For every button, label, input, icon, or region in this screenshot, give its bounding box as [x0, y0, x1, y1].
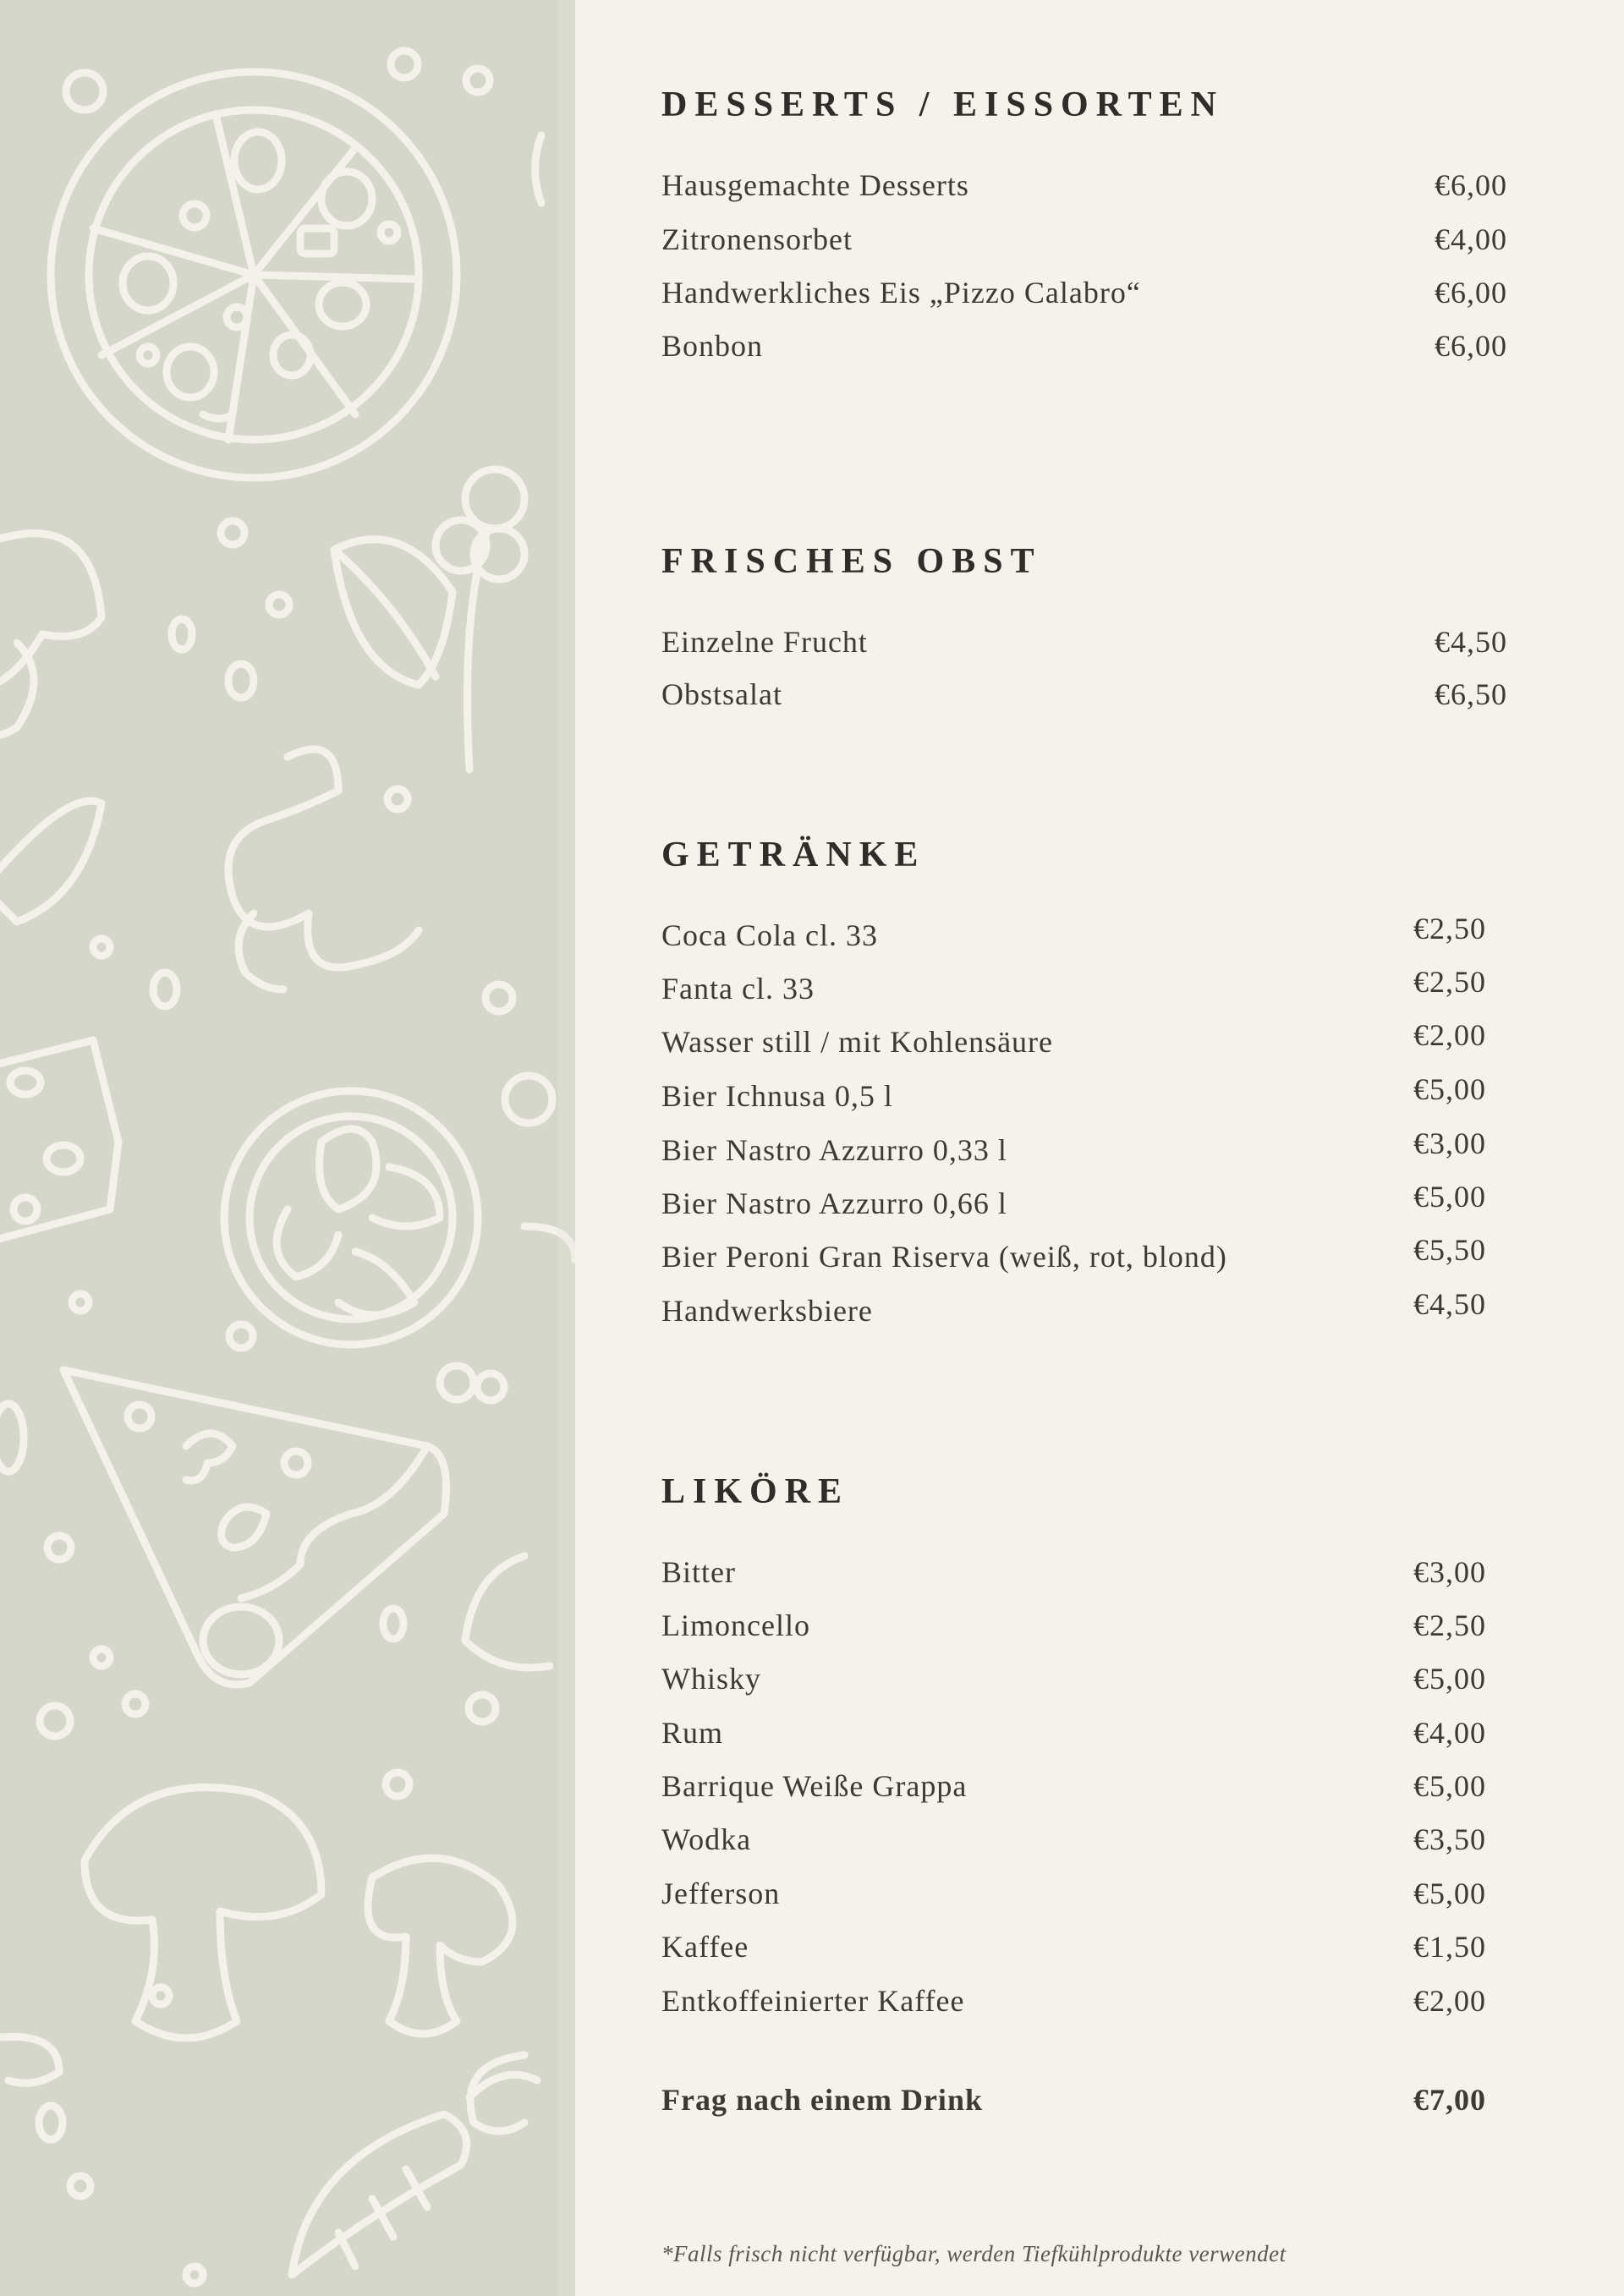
item-price: €4,50	[1435, 625, 1507, 659]
section-title-desserts: DESSERTS / EISSORTEN	[661, 85, 1224, 124]
item-price: €7,00	[1413, 2083, 1486, 2117]
item-name: Kaffee	[661, 1930, 749, 1964]
item-name: Bier Nastro Azzurro 0,66 l	[661, 1186, 1007, 1220]
item-price: €1,50	[1413, 1930, 1486, 1964]
menu-item	[661, 328, 1507, 370]
item-name: Handwerkliches Eis „Pizzo Calabro“	[661, 276, 1141, 310]
section-fresh-fruit	[661, 541, 1507, 711]
item-name: Wodka	[661, 1822, 752, 1856]
item-name: Wasser still / mit Kohlensäure	[661, 1025, 1054, 1059]
menu-item	[661, 1608, 1486, 1650]
mushroom-icon	[0, 534, 102, 736]
menu-item	[661, 1929, 1486, 1971]
menu-item	[661, 1876, 1486, 1918]
item-price: €5,00	[1413, 1769, 1486, 1803]
section-drinks	[661, 835, 1507, 1328]
item-price: €2,50	[1413, 912, 1486, 945]
menu-item	[661, 1715, 1486, 1757]
section-title-drinks: GETRÄNKE	[661, 836, 926, 874]
item-name: Bonbon	[661, 329, 764, 363]
item-price: €3,50	[1413, 1822, 1486, 1856]
item-price: €5,00	[1413, 1877, 1486, 1910]
menu-item	[661, 1072, 1486, 1121]
menu-item	[661, 624, 1507, 666]
item-name: Whisky	[661, 1662, 761, 1696]
menu-item	[661, 275, 1507, 317]
doodle-side-panel	[0, 0, 575, 2296]
item-price: €3,00	[1413, 1126, 1486, 1160]
item-name: Bier Ichnusa 0,5 l	[661, 1079, 893, 1113]
item-name: Limoncello	[661, 1608, 810, 1642]
pizza-icon	[51, 72, 457, 478]
mushroom-icon	[85, 1788, 513, 2038]
item-name: Frag nach einem Drink	[661, 2083, 983, 2117]
item-price: €2,50	[1413, 1608, 1486, 1642]
menu-item	[661, 1126, 1486, 1175]
section-liqueurs	[661, 1471, 1507, 2117]
section-title-liqueurs: LIKÖRE	[661, 1472, 850, 1511]
cheese-icon	[0, 1040, 118, 1243]
menu-item	[661, 912, 1486, 960]
menu-item	[661, 1983, 1486, 2025]
item-name: Handwerksbiere	[661, 1294, 873, 1328]
item-name: Fanta cl. 33	[661, 972, 815, 1006]
item-name: Rum	[661, 1716, 724, 1750]
item-price: €5,00	[1413, 1662, 1486, 1696]
item-price: €4,50	[1413, 1287, 1486, 1321]
food-doodle-pattern	[0, 0, 575, 2296]
item-price: €3,00	[1413, 1555, 1486, 1589]
menu-item	[661, 1018, 1486, 1066]
special-drink-item	[661, 2082, 1486, 2124]
menu-item	[661, 167, 1507, 210]
menu-item	[661, 222, 1507, 264]
section-title-fresh-fruit: FRISCHES OBST	[661, 542, 1042, 581]
frozen-products-footnote: *Falls frisch nicht verfügbar, werden Tiefkühlprodukte verwendet	[661, 2241, 1287, 2266]
item-price: €4,00	[1435, 222, 1507, 256]
pepper-icon	[292, 2074, 537, 2275]
item-name: Einzelne Frucht	[661, 625, 868, 659]
item-price: €4,00	[1413, 1716, 1486, 1750]
item-price: €2,50	[1413, 965, 1486, 999]
item-price: €6,50	[1435, 677, 1507, 711]
item-price: €2,00	[1413, 1018, 1486, 1052]
menu-item	[661, 1287, 1486, 1335]
menu-item	[661, 1180, 1486, 1228]
item-price: €5,00	[1413, 1072, 1486, 1106]
item-price: €2,00	[1413, 1984, 1486, 2018]
pasta-icon	[228, 749, 419, 989]
item-price: €5,00	[1413, 1180, 1486, 1214]
item-name: Bier Nastro Azzurro 0,33 l	[661, 1133, 1007, 1167]
menu-item	[661, 1768, 1486, 1811]
menu-item	[661, 1233, 1486, 1281]
item-name: Obstsalat	[661, 677, 782, 711]
item-name: Bier Peroni Gran Riserva (weiß, rot, blond)	[661, 1240, 1227, 1274]
item-name: Bitter	[661, 1555, 736, 1589]
item-price: €6,00	[1435, 276, 1507, 310]
panel-edge-shadow	[558, 0, 575, 2296]
item-name: Jefferson	[661, 1877, 781, 1910]
menu-item	[661, 1554, 1486, 1597]
item-name: Entkoffeinierter Kaffee	[661, 1984, 965, 2018]
item-price: €6,00	[1435, 329, 1507, 363]
item-name: Zitronensorbet	[661, 222, 853, 256]
item-name: Coca Cola cl. 33	[661, 918, 878, 952]
item-price: €5,50	[1413, 1233, 1486, 1267]
menu-item	[661, 1822, 1486, 1864]
section-desserts	[661, 85, 1507, 363]
menu-item	[661, 677, 1507, 719]
menu-item	[661, 1661, 1486, 1703]
tomato-slice-icon	[224, 1091, 478, 1345]
item-price: €6,00	[1435, 168, 1507, 202]
menu-item	[661, 965, 1486, 1013]
item-name: Hausgemachte Desserts	[661, 168, 969, 202]
item-name: Barrique Weiße Grappa	[661, 1769, 968, 1803]
